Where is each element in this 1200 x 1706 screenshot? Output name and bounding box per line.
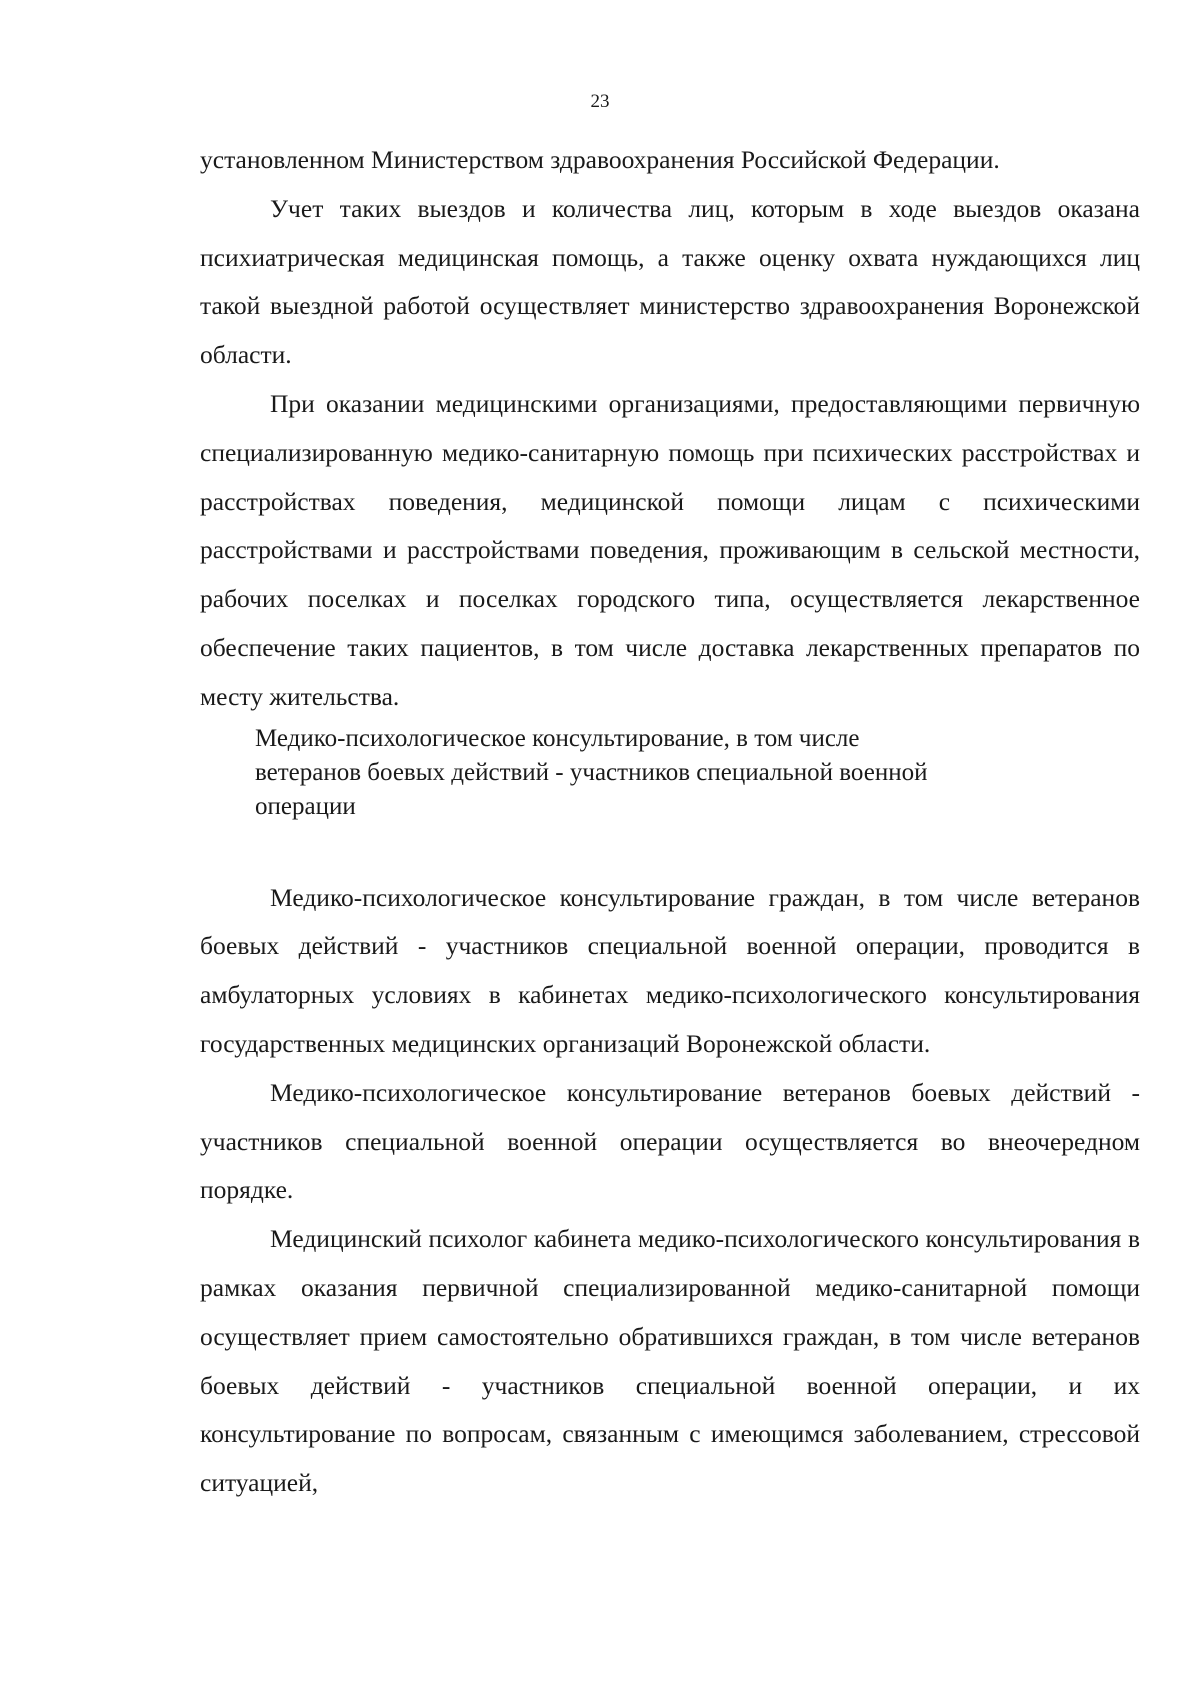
section-heading <box>200 722 1140 824</box>
page-number: 23 <box>590 91 610 112</box>
paragraph-drug-provision: При оказании медицинскими организациями, предоставляющими первичную специализированную медико-санитарную помощь при психических расстройствах и расстройствах поведения, медицинской помощи лицам с психическими расстройствами и расстройствами поведения, проживающим в сельской местности, рабочих поселках и поселках городского типа, осуществляется лекарственное обеспечение таких пациентов, в том числе доставка лекарственных препаратов по месту жительства. <box>200 388 1140 711</box>
paragraph-departures-accounting: Учет таких выездов и количества лиц, которым в ходе выездов оказана психиатрическая медицинская помощь, а также оценку охвата нуждающихся лиц такой выездной работой осуществляет министерство здравоохранения Воронежской области. <box>200 193 1140 370</box>
paragraph-psychologist-duties: Медицинский психолог кабинета медико-психологического консультирования в рамках оказания первичной специализированной медико-санитарной помощи осуществляет прием самостоятельно обратившихся граждан, в том числе ветеранов боевых действий - участников специальной военной операции, и их консультирование по вопросам, связанным с имеющимся заболеванием, стрессовой ситуацией, <box>200 1224 1140 1498</box>
section-heading-line-2: ветеранов боевых действий - участников специальной военной <box>255 758 928 786</box>
paragraph-continuation: установленном Министерством здравоохранения Российской Федерации. <box>200 145 1000 174</box>
paragraph-priority-order: Медико-психологическое консультирование ветеранов боевых действий - участников специальной военной операции осуществляется во внеочередном порядке. <box>200 1077 1140 1205</box>
document-body <box>200 136 1140 1508</box>
section-heading-line-1: Медико-психологическое консультирование, в том числе <box>255 724 860 752</box>
section-heading-line-3: операции <box>255 792 356 820</box>
paragraph-consulting-conditions: Медико-психологическое консультирование граждан, в том числе ветеранов боевых действий - участников специальной военной операции, проводится в амбулаторных условиях в кабинетах медико-психологического консультирования государственных медицинских организаций Воронежской области. <box>200 882 1140 1058</box>
